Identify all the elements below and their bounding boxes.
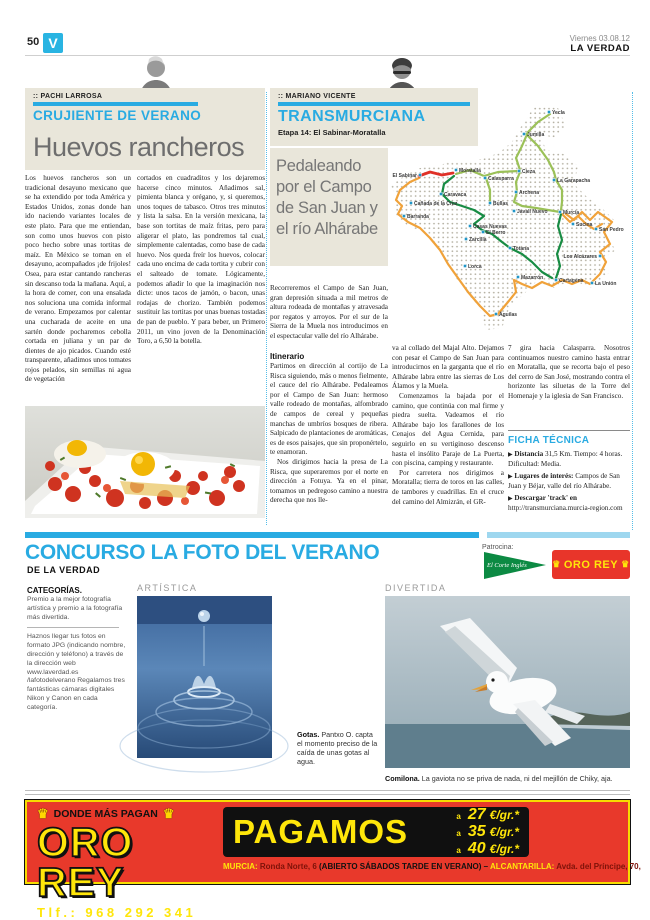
map-town-marker	[495, 313, 498, 316]
category-label-artistica: ARTÍSTICA	[137, 583, 198, 593]
price-unit: €/gr.*	[489, 807, 519, 822]
map-town-marker	[517, 276, 520, 279]
crown-icon: ♛	[162, 806, 175, 821]
ad-street-murcia: Ronda Norte, 6	[257, 862, 320, 871]
sponsor-logo-oro-rey	[552, 550, 630, 579]
column-divider	[266, 92, 267, 525]
map-town-marker	[555, 279, 558, 282]
edition-date: Viernes 03.08.12	[569, 34, 630, 43]
kicker-rule	[33, 102, 198, 106]
right-article-body-col1	[270, 362, 388, 540]
contest-photo-artistic	[137, 596, 272, 758]
map-town-marker	[599, 255, 602, 258]
map-town-marker	[455, 169, 458, 172]
ad-top-rule	[25, 790, 630, 791]
contest-title: CONCURSO LA FOTO DEL VERANO	[25, 541, 380, 564]
left-article-section-title: CRUJIENTE DE VERANO	[33, 108, 202, 123]
ad-city-murcia: MURCIA:	[223, 862, 258, 871]
ficha-item-text: 31,5 Km. Tiempo: 4 horas. Dificultad: Media.	[508, 450, 623, 469]
sponsor-logo-corte-ingles	[484, 552, 546, 579]
map-town-marker	[469, 225, 472, 228]
ad-pagamos: PAGAMOS	[233, 813, 409, 850]
map-town-marker	[515, 191, 518, 194]
ad-price-row	[456, 841, 519, 858]
paragraph: Por carretera nos dirigimos a Moratalla; tierra de toros en las calles, de tambores y cuadrillas. En el cruce del camino del Almizrán, el GR-	[392, 468, 504, 506]
ad-tagline: DONDE MÁS PAGAN	[53, 808, 158, 820]
map-town-marker	[410, 202, 413, 205]
right-article-lead: Recorreremos el Campo de San Juan, gran depresión situada a mil metros de altura rodeada de montañas y atravesada por regatos y arroyos. Por el sur de la Sierra de la Muela nos introducimos en el espectacular valle del río Alhárabe.	[270, 284, 388, 340]
ad-dash: –	[481, 862, 491, 871]
map-town-marker	[518, 170, 521, 173]
right-article-section-title: TRANSMURCIANA	[278, 108, 426, 125]
ficha-item	[508, 472, 630, 492]
right-article-body-col2	[392, 344, 504, 540]
map-town-label: La Unión	[595, 281, 617, 287]
map-town-label: Javalí Nuevo	[517, 209, 548, 215]
left-article-kicker-box	[25, 88, 265, 170]
right-article-body-col3: 7 gira hacia Calasparra. Nosotros continuamos nuestro camino hasta entrar en Moratalla, que se recorta bajo el peso del cerro de San José, mostrando contra el horizonte las siluetas de la Torre del Homenaje y la iglesia de San Francisco.	[508, 344, 630, 400]
header-right	[570, 34, 630, 54]
ad-brand: ORO REY	[37, 819, 134, 905]
bullet-arrow-icon: ▶	[508, 495, 513, 502]
newspaper-brand: LA VERDAD	[570, 43, 630, 54]
stage-route-map	[386, 102, 630, 344]
ficha-heading: FICHA TÉCNICA	[508, 435, 590, 446]
map-town-label: Archena	[519, 190, 540, 196]
price-prefix: a	[456, 828, 461, 838]
caption-text: Pantxo O. capta el momento preciso de la caída de unas gotas al agua.	[297, 730, 378, 766]
price-value: 27	[467, 805, 486, 823]
contest-photo-funny	[385, 596, 630, 768]
price-unit: €/gr.*	[489, 824, 519, 839]
map-town-marker	[482, 231, 485, 234]
categories-text: Premio a la mejor fotografía artística y premio a la fotografía más divertida.	[27, 596, 123, 621]
map-town-marker	[464, 265, 467, 268]
map-town-label: Bullas	[493, 201, 509, 207]
submission-text: Haznos llegar tus fotos en formato JPG (indicando nombre, dirección y teléfono) a través de la dirección web www.laverdad.es /lafotodelverano Regalamos tres fantásticas cámaras digitales Nikon y Canon en cada categoría.	[27, 633, 126, 711]
section-divider-bar-light	[487, 532, 630, 538]
map-town-marker	[465, 238, 468, 241]
sponsor-label: Patrocina:	[482, 544, 514, 551]
paragraph: Comenzamos la bajada por el camino, que continúa con mal firme y piedra suelta. Vadeamos el río Alhárabe bajo los farallones de los Cenajos del Agua Cernida, para seguirlo en su vertiginoso descenso hasta el insólito Paraje de La Puerta, con piscina, camping y restaurante.	[392, 391, 504, 468]
map-town-label: Los Alcázares	[563, 254, 597, 260]
map-town-marker	[489, 202, 492, 205]
map-town-marker	[509, 247, 512, 250]
oro-rey-advert	[25, 800, 641, 920]
page-number: 50	[27, 36, 40, 48]
right-article-headline: Pedaleando por el Campo de San Juan y el río Alhárabe	[270, 148, 388, 266]
map-town-marker	[403, 215, 406, 218]
ficha-item-label: Descargar 'track' en	[514, 493, 577, 502]
categories-heading: CATEGORÍAS.	[27, 586, 82, 595]
ad-top-rule	[25, 794, 630, 795]
sponsor-oro-rey-text: ORO REY	[563, 558, 619, 571]
map-town-marker	[548, 111, 551, 114]
itinerary-heading: Itinerario	[270, 352, 305, 361]
caption-title: Comilona.	[385, 774, 420, 783]
left-article-author: :: PACHI LARROSA	[33, 93, 103, 100]
ad-left-block	[37, 806, 227, 920]
section-divider-bar	[25, 532, 479, 538]
ficha-item	[508, 450, 630, 470]
map-town-marker	[419, 174, 422, 177]
contest-subtitle: DE LA VERDAD	[27, 565, 101, 575]
map-town-label: Murcia	[563, 210, 580, 216]
map-town-marker	[591, 282, 594, 285]
map-town-label: Sucina	[576, 222, 593, 228]
map-town-label: Zarcilla	[469, 237, 487, 243]
map-town-label: El Sabinar	[392, 173, 417, 179]
map-town-marker	[440, 193, 443, 196]
map-town-marker	[572, 223, 575, 226]
map-town-label: San Pedro	[599, 227, 624, 233]
price-prefix: a	[456, 845, 461, 855]
bullet-arrow-icon: ▶	[508, 452, 513, 458]
left-article-body-col1: Los huevos rancheros son un tradicional desayuno mexicano que se ha extendido por toda América y Estados Unidos, zonas donde han ido naciendo variantes locales de este plato. Para que me entiendan, son como unos huevos con pisto poco hecho sobre unas tortitas de maíz. En México se toman en el desayuno, acompañados ¡de frijoles! Osea, para estar cantando rancheras sin descanso toda la mañana. Aquí, a la hora de comer, con una ensalada nos soluciona una comida informal de verano. Empezamos por calentar una cucharada de aceite en una sartén donde pocharemos cebolla cortada en juliana y un par de dientes de ajo picados. Cuando esté transparente, añadimos unos tomates rojos pelados, sin semillas ni agua de vegetación	[25, 174, 131, 384]
map-town-marker	[523, 133, 526, 136]
crown-icon: ♛	[552, 559, 561, 569]
ad-phone: Tlf.: 968 292 341	[37, 905, 197, 920]
map-town-marker	[559, 211, 562, 214]
map-town-label: Casas Nuevas	[473, 224, 507, 230]
map-town-label: Totana	[513, 246, 530, 252]
ficha-item-label: Distancia	[514, 450, 544, 458]
map-town-label: Águilas	[499, 312, 518, 318]
ad-price-row	[456, 807, 519, 824]
map-town-label: Cartagena	[559, 278, 584, 284]
map-town-label: Caravaca	[444, 192, 467, 198]
header-rule	[25, 55, 630, 56]
sponsor-corte-ingles-text: El Corte Inglés	[487, 562, 527, 569]
map-town-marker	[513, 210, 516, 213]
paragraph: va al collado del Majal Alto. Dejamos con pesar el Campo de San Juan para introducirnos en la garganta que el río Alhárabe labra entre las sierras de Los Álamos y la Muela.	[392, 344, 504, 391]
rules-divider	[27, 627, 119, 628]
price-prefix: a	[456, 811, 461, 821]
ad-street-alcantarilla: Avda. del Príncipe, 70,	[554, 862, 641, 871]
caption-gotas	[297, 730, 379, 766]
section-v-logo: V	[43, 33, 63, 53]
map-town-label: Jumilla	[527, 132, 545, 138]
bullet-arrow-icon: ▶	[508, 473, 513, 480]
ad-address	[223, 862, 641, 871]
ad-open-note: (ABIERTO SÁBADOS TARDE EN VERANO)	[319, 862, 482, 871]
map-town-label: Yecla	[552, 110, 565, 116]
map-town-marker	[553, 179, 556, 182]
crown-icon: ♛	[621, 559, 630, 569]
ad-city-alcantarilla: ALCANTARILLA:	[490, 862, 555, 871]
right-article-author: :: MARIANO VICENTE	[278, 93, 356, 100]
map-town-label: Barranda	[407, 214, 429, 220]
caption-comilona	[385, 774, 630, 783]
ad-price-list	[456, 807, 519, 858]
price-unit: €/gr.*	[489, 841, 519, 856]
map-town-label: Mazarrón	[521, 275, 544, 281]
map-town-label: El Berro	[486, 230, 506, 236]
ficha-item-text: http://transmurciana.murcia-region.com	[508, 504, 623, 513]
caption-text: La gaviota no se priva de nada, ni del mejillón de Chiky, aja.	[419, 774, 613, 783]
ficha-item-text: Campos de San Juan y Béjar, valle del río Alhárabe.	[508, 471, 620, 491]
price-value: 40	[467, 839, 486, 857]
ficha-item-label: Lugares de interés:	[514, 471, 574, 480]
crown-icon: ♛	[37, 806, 49, 821]
map-town-label: Lorca	[468, 264, 482, 270]
map-town-marker	[595, 228, 598, 231]
right-edge-divider	[632, 92, 633, 530]
category-label-divertida: DIVERTIDA	[385, 583, 447, 593]
map-town-label: Calasparra	[488, 176, 514, 182]
left-article-body-col2: cortados en cuadraditos y los dejaremos hacerse cinco minutos. Añadimos sal, pimienta blanca y orégano, y, si queremos, unos toques de tabasco. Otros tres minutos y lista la salsa. En la versión mexicana, la base son tortitas de maíz fritas, pero para aligerar el plato, las pondremos tal cual, simplemente calentadas, como base de cada huevo. Nos queda freír los huevos, colocar cada uno encima de cada tortita y cubrir con el salteado de tomate. Lógicamente, podemos añadir lo que la imaginación nos dicte: unos tacos de jamón, o bacon, unas rodajas de chorizo. También podemos sustituir las tortitas por unas buenas tostadas de pan de pueblo. Y para beber, un Primero 2011, un vino joven de la Denominación Toro, a 6,50 la botella.	[137, 174, 265, 346]
caption-title: Gotas.	[297, 730, 320, 739]
paragraph: Nos dirigimos hacia la presa de La Risca, que superaremos por el norte en dirección a Fotuya. Ya en el pinar, tomamos un pedregoso camino a nuestra derecha que nos lle-	[270, 457, 388, 505]
left-article-headline: Huevos rancheros	[33, 132, 245, 162]
map-town-label: Moratalla	[459, 168, 481, 174]
stage-label: Etapa 14: El Sabinar-Moratalla	[278, 128, 386, 137]
ad-price-row	[456, 824, 519, 841]
ad-pagamos-box	[223, 807, 529, 857]
price-value: 35	[467, 822, 486, 840]
contest-rules	[27, 596, 127, 713]
map-town-label: Cieza	[522, 169, 536, 175]
map-town-marker	[484, 177, 487, 180]
ficha-tecnica-box	[508, 430, 630, 515]
map-town-label: La Garapacha	[557, 178, 591, 184]
huevos-rancheros-photo	[25, 406, 265, 518]
paragraph: Partimos en dirección al cortijo de La Risca siguiendo, más o menos fielmente, el cauce del río Alhárabe. Pedaleamos por el Campo de San Juan: hermoso valle rodeado de montañas, alfombrado de campos de cereal y pequeñas manchas de umbríos bosques de ribera. Salpicado de plantaciones de aromáticas, es de esos paisajes, que sin proponértelo, te enamoran.	[270, 362, 388, 457]
map-town-label: Cañada de la Cruz	[414, 201, 458, 207]
ficha-item	[508, 494, 630, 514]
